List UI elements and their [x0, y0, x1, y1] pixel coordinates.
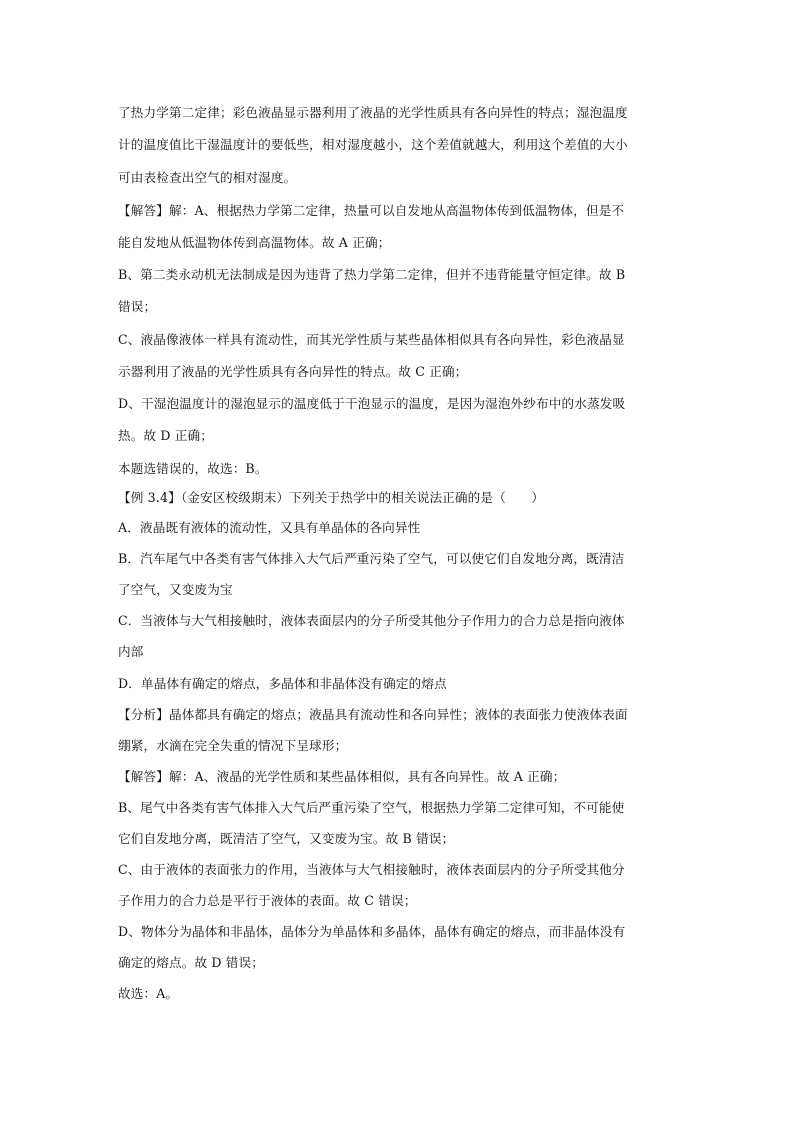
text-line: 示器利用了液晶的光学性质具有各向异性的特点。故 C 正确； — [118, 364, 468, 379]
option-c: C．当液体与大气相接触时，液体表面层内的分子所受其他分子作用力的合力总是指向液体 — [118, 613, 625, 628]
answer-line: 【解答】解：A、液晶的光学性质和某些晶体相似，具有各向异性。故 A 正确； — [118, 769, 566, 784]
text-line: 错误； — [118, 299, 157, 314]
text-line: 了热力学第二定律；彩色液晶显示器利用了液晶的光学性质具有各向异性的特点；湿泡温度 — [118, 105, 628, 120]
analysis-line: 绷紧，水滴在完全失重的情况下呈球形； — [118, 738, 348, 753]
text-line: 【解答】解：A、根据热力学第二定律，热量可以自发地从高温物体传到低温物体，但是不 — [118, 203, 625, 218]
text-line: 能自发地从低温物体传到高温物体。故 A 正确； — [118, 235, 391, 250]
text-line: 可由表检查出空气的相对湿度。 — [118, 170, 297, 185]
answer-line: B、尾气中各类有害气体排入大气后严重污染了空气，根据热力学第二定律可知，不可能使 — [118, 800, 625, 815]
final-answer: 故选：A。 — [118, 986, 179, 1001]
text-line: C、液晶像液体一样具有流动性，而其光学性质与某些晶体相似具有各向异性，彩色液晶显 — [118, 332, 625, 347]
text-line: 热。故 D 正确； — [118, 428, 214, 443]
option-b-cont: 了空气，又变废为宝 — [118, 582, 233, 597]
text-line: 本题选错误的，故选：B。 — [118, 461, 268, 476]
example-heading: 【例 3.4】（金安区校级期末）下列关于热学中的相关说法正确的是（ ） — [118, 490, 545, 505]
answer-line: 确定的熔点。故 D 错误； — [118, 955, 264, 970]
option-c-cont: 内部 — [118, 644, 144, 659]
answer-line: D、物体分为晶体和非晶体，晶体分为单晶体和多晶体，晶体有确定的熔点，而非晶体没有 — [118, 924, 626, 939]
option-a: A．液晶既有液体的流动性，又具有单晶体的各向异性 — [118, 520, 421, 535]
answer-line: 子作用力的合力总是平行于液体的表面。故 C 错误； — [118, 893, 417, 908]
text-line: 计的温度值比干湿温度计的要低些，相对湿度越小，这个差值就越大，利用这个差值的大小 — [118, 137, 628, 152]
answer-line: 它们自发地分离，既清洁了空气，又变废为宝。故 B 错误； — [118, 831, 455, 846]
option-d: D．单晶体有确定的熔点，多晶体和非晶体没有确定的熔点 — [118, 676, 447, 691]
text-line: D、干湿泡温度计的湿泡显示的温度低于干泡显示的温度，是因为湿泡外纱布中的水蒸发吸 — [118, 396, 626, 411]
text-line: B、第二类永动机无法制成是因为违背了热力学第二定律，但并不违背能量守恒定律。故 B — [118, 267, 626, 282]
answer-line: C、由于液体的表面张力的作用，当液体与大气相接触时，液体表面层内的分子所受其他分 — [118, 862, 625, 877]
option-b: B．汽车尾气中各类有害气体排入大气后严重污染了空气，可以使它们自发地分离，既清洁 — [118, 551, 625, 566]
analysis-line: 【分析】晶体都具有确定的熔点；液晶具有流动性和各向异性；液体的表面张力使液体表面 — [118, 707, 628, 722]
